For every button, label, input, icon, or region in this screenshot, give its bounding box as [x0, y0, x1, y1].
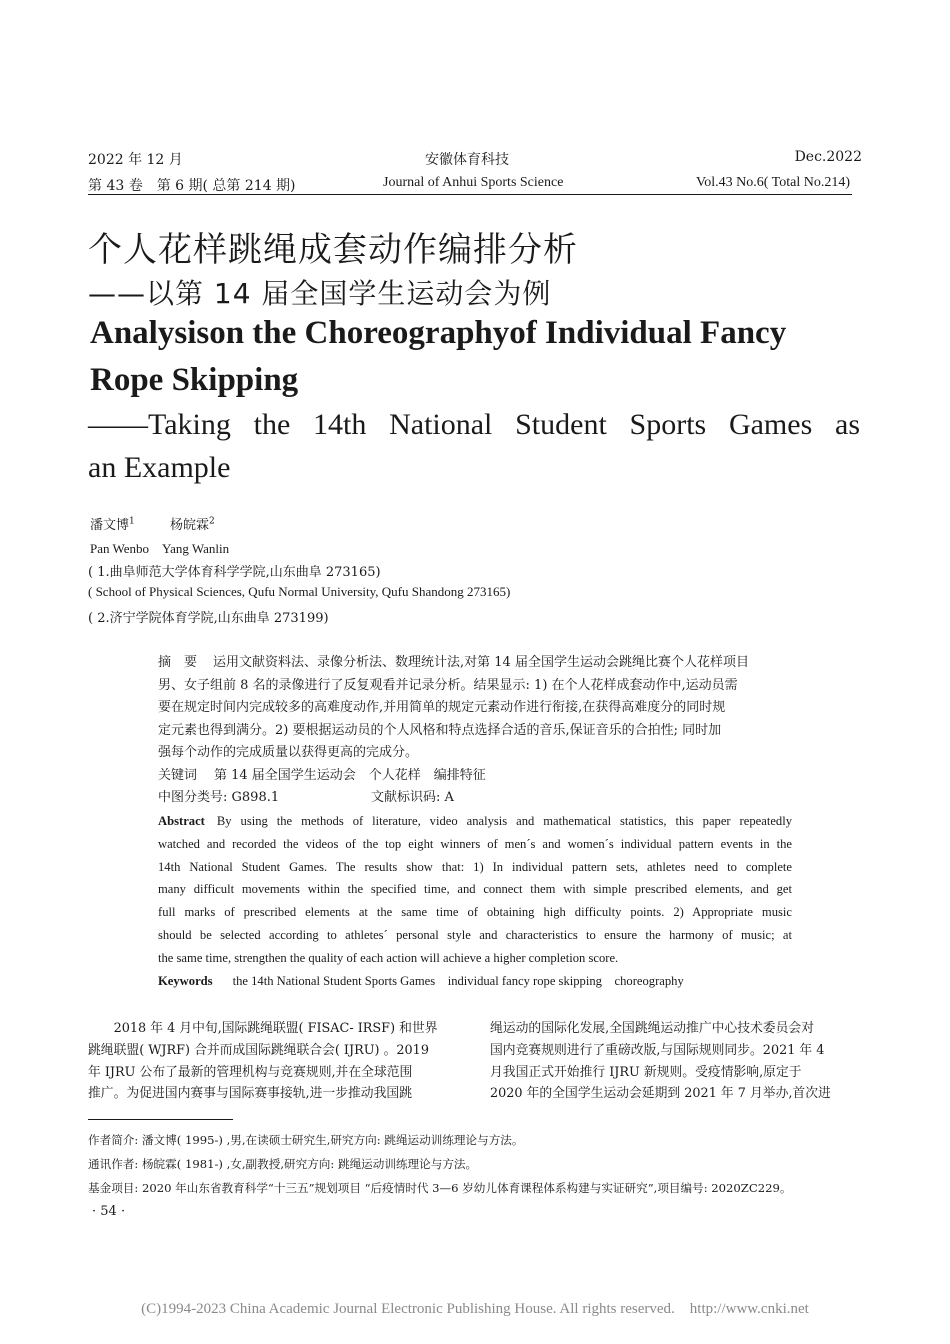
- affiliation-1-cn: ( 1.曲阜师范大学体育科学学院,山东曲阜 273165): [88, 565, 381, 580]
- keywords-cn: 关键词 第 14 届全国学生运动会 个人花样 编排特征: [158, 767, 486, 783]
- title-zh-sub: ——以第 14 届全国学生运动会为例: [88, 277, 552, 310]
- body-left-line-2: 跳绳联盟( WJRF) 合并而成国际跳绳联合会( IJRU) 。2019: [88, 1042, 429, 1058]
- header-volume-en: Vol.43 No.6( Total No.214): [695, 175, 850, 190]
- footnote-rule: [88, 1119, 233, 1120]
- author-names-en: Pan Wenbo Yang Wanlin: [90, 541, 230, 556]
- abstract-en-line-2: watched and recorded the videos of the top eight winners of men´s and women´s individual pattern events in the: [158, 836, 792, 851]
- abstract-cn-line-1: 摘 要 运用文献资料法、录像分析法、数理统计法,对第 14 届全国学生运动会跳绳比赛个人花样项目: [158, 652, 749, 675]
- abstract-en-line-6: should be selected according to athletes´ personal style and characteristics to ensure the harmony of music; at: [158, 927, 792, 942]
- footnote-corresponding: 通讯作者: 杨皖霖( 1981-) ,女,副教授,研究方向: 跳绳运动训练理论与方法。: [88, 1157, 478, 1171]
- author-1: 潘文博$^1$: [90, 516, 135, 533]
- abstract-cn-label: 摘 要: [158, 655, 198, 670]
- title-en-line2: Rope Skipping: [90, 362, 299, 398]
- footnote-funding: 基金项目: 2020 年山东省教育科学“十三五”规划项目 “后疫情时代 3—6 岁幼儿体育课程体系构建与实证研究”,项目编号: 2020ZC229。: [88, 1181, 792, 1195]
- body-column-left: [88, 1018, 458, 1105]
- document-code: 文献标识码: A: [371, 790, 454, 805]
- body-left-line-4: 推广。为促进国内赛事与国际赛事接轨,进一步推动我国跳: [88, 1086, 412, 1102]
- header-journal-cn: 安徽体育科技: [425, 152, 509, 168]
- cnki-watermark: (C)1994-2023 China Academic Journal Electronic Publishing House. All rights reserved. http://www.cnki.net: [141, 1301, 809, 1317]
- body-column-right: [490, 1018, 860, 1105]
- abstract-en-line-1: Abstract By using the methods of literature, video analysis and mathematical statistics, this paper repeatedly: [158, 814, 792, 828]
- abstract-en-line-5: full marks of prescribed elements at the same time of obtaining high difficulty points. 2) Appropriate music: [158, 905, 792, 920]
- title-en-line1: Analysison the Choreographyof Individual Fancy: [90, 315, 787, 351]
- body-left-line-1: 2018 年 4 月中旬,国际跳绳联盟( FISAC- IRSF) 和世界: [88, 1021, 438, 1036]
- abstract-en-line-4: many difficult movements within the specified time, and connect them with simple prescribed elements, and get: [158, 882, 792, 897]
- header-volume-cn: 第 43 卷 第 6 期( 总第 214 期): [88, 178, 296, 194]
- abstract-cn-line-3: 要在规定时间内完成较多的高难度动作,并用简单的规定元素动作进行衔接,在获得高难度分的同时规: [158, 700, 726, 715]
- affiliation-1-en: ( School of Physical Sciences, Qufu Normal University, Qufu Shandong 273165): [88, 584, 511, 599]
- keywords-en: Keywords the 14th National Student Sports Games individual fancy rope skipping choreography: [158, 973, 684, 988]
- body-left-line-3: 年 IJRU 公布了最新的管理机构与竞赛规则,并在全球范围: [88, 1064, 413, 1080]
- abstract-en: [158, 810, 792, 992]
- body-right-line-1: 绳运动的国际化发展,全国跳绳运动推广中心技术委员会对: [490, 1021, 814, 1036]
- footnote-author-bio: 作者简介: 潘文博( 1995-) ,男,在读硕士研究生,研究方向: 跳绳运动训练理论与方法。: [88, 1133, 524, 1147]
- header-date-en: Dec.2022: [794, 149, 862, 165]
- title-zh-main: 个人花样跳绳成套动作编排分析: [88, 230, 578, 270]
- affiliation-2-cn: ( 2.济宁学院体育学院,山东曲阜 273199): [88, 611, 329, 626]
- header-rule: [88, 194, 852, 195]
- body-right-line-3: 月我国正式开始推行 IJRU 新规则。受疫情影响,原定于: [490, 1064, 802, 1080]
- title-en-sub-line2: an Example: [88, 451, 231, 484]
- abstract-en-line-7: the same time, strengthen the quality of each action will achieve a higher completion score.: [158, 950, 619, 965]
- abstract-cn: [158, 652, 749, 810]
- author-2: 杨皖霖$^2$: [170, 516, 215, 533]
- clc-number: 中图分类号: G898.1: [158, 790, 280, 805]
- header-date-cn: 2022 年 12 月: [88, 152, 183, 168]
- abstract-cn-line-5: 强每个动作的完成质量以获得更高的完成分。: [158, 745, 419, 760]
- title-en-sub-line1: ——Taking the 14th National Student Sports Games as: [88, 408, 860, 441]
- abstract-cn-line-2: 男、女子组前 8 名的录像进行了反复观看并记录分析。结果显示: 1) 在个人花样成套动作中,运动员需: [158, 677, 738, 693]
- abstract-cn-line-4: 定元素也得到满分。2) 要根据运动员的个人风格和特点选择合适的音乐,保证音乐的合拍性; 同时加: [158, 722, 722, 738]
- abstract-en-line-3: 14th National Student Games. The results show that: 1) In individual pattern sets, athletes need to complete: [158, 859, 792, 874]
- body-right-line-4: 2020 年的全国学生运动会延期到 2021 年 7 月举办,首次进: [490, 1086, 831, 1102]
- classification-row: [158, 787, 749, 810]
- header-journal-en: Journal of Anhui Sports Science: [383, 175, 564, 190]
- page-number: · 54 ·: [92, 1204, 126, 1219]
- body-right-line-2: 国内竞赛规则进行了重磅改版,与国际规则同步。2021 年 4: [490, 1042, 825, 1058]
